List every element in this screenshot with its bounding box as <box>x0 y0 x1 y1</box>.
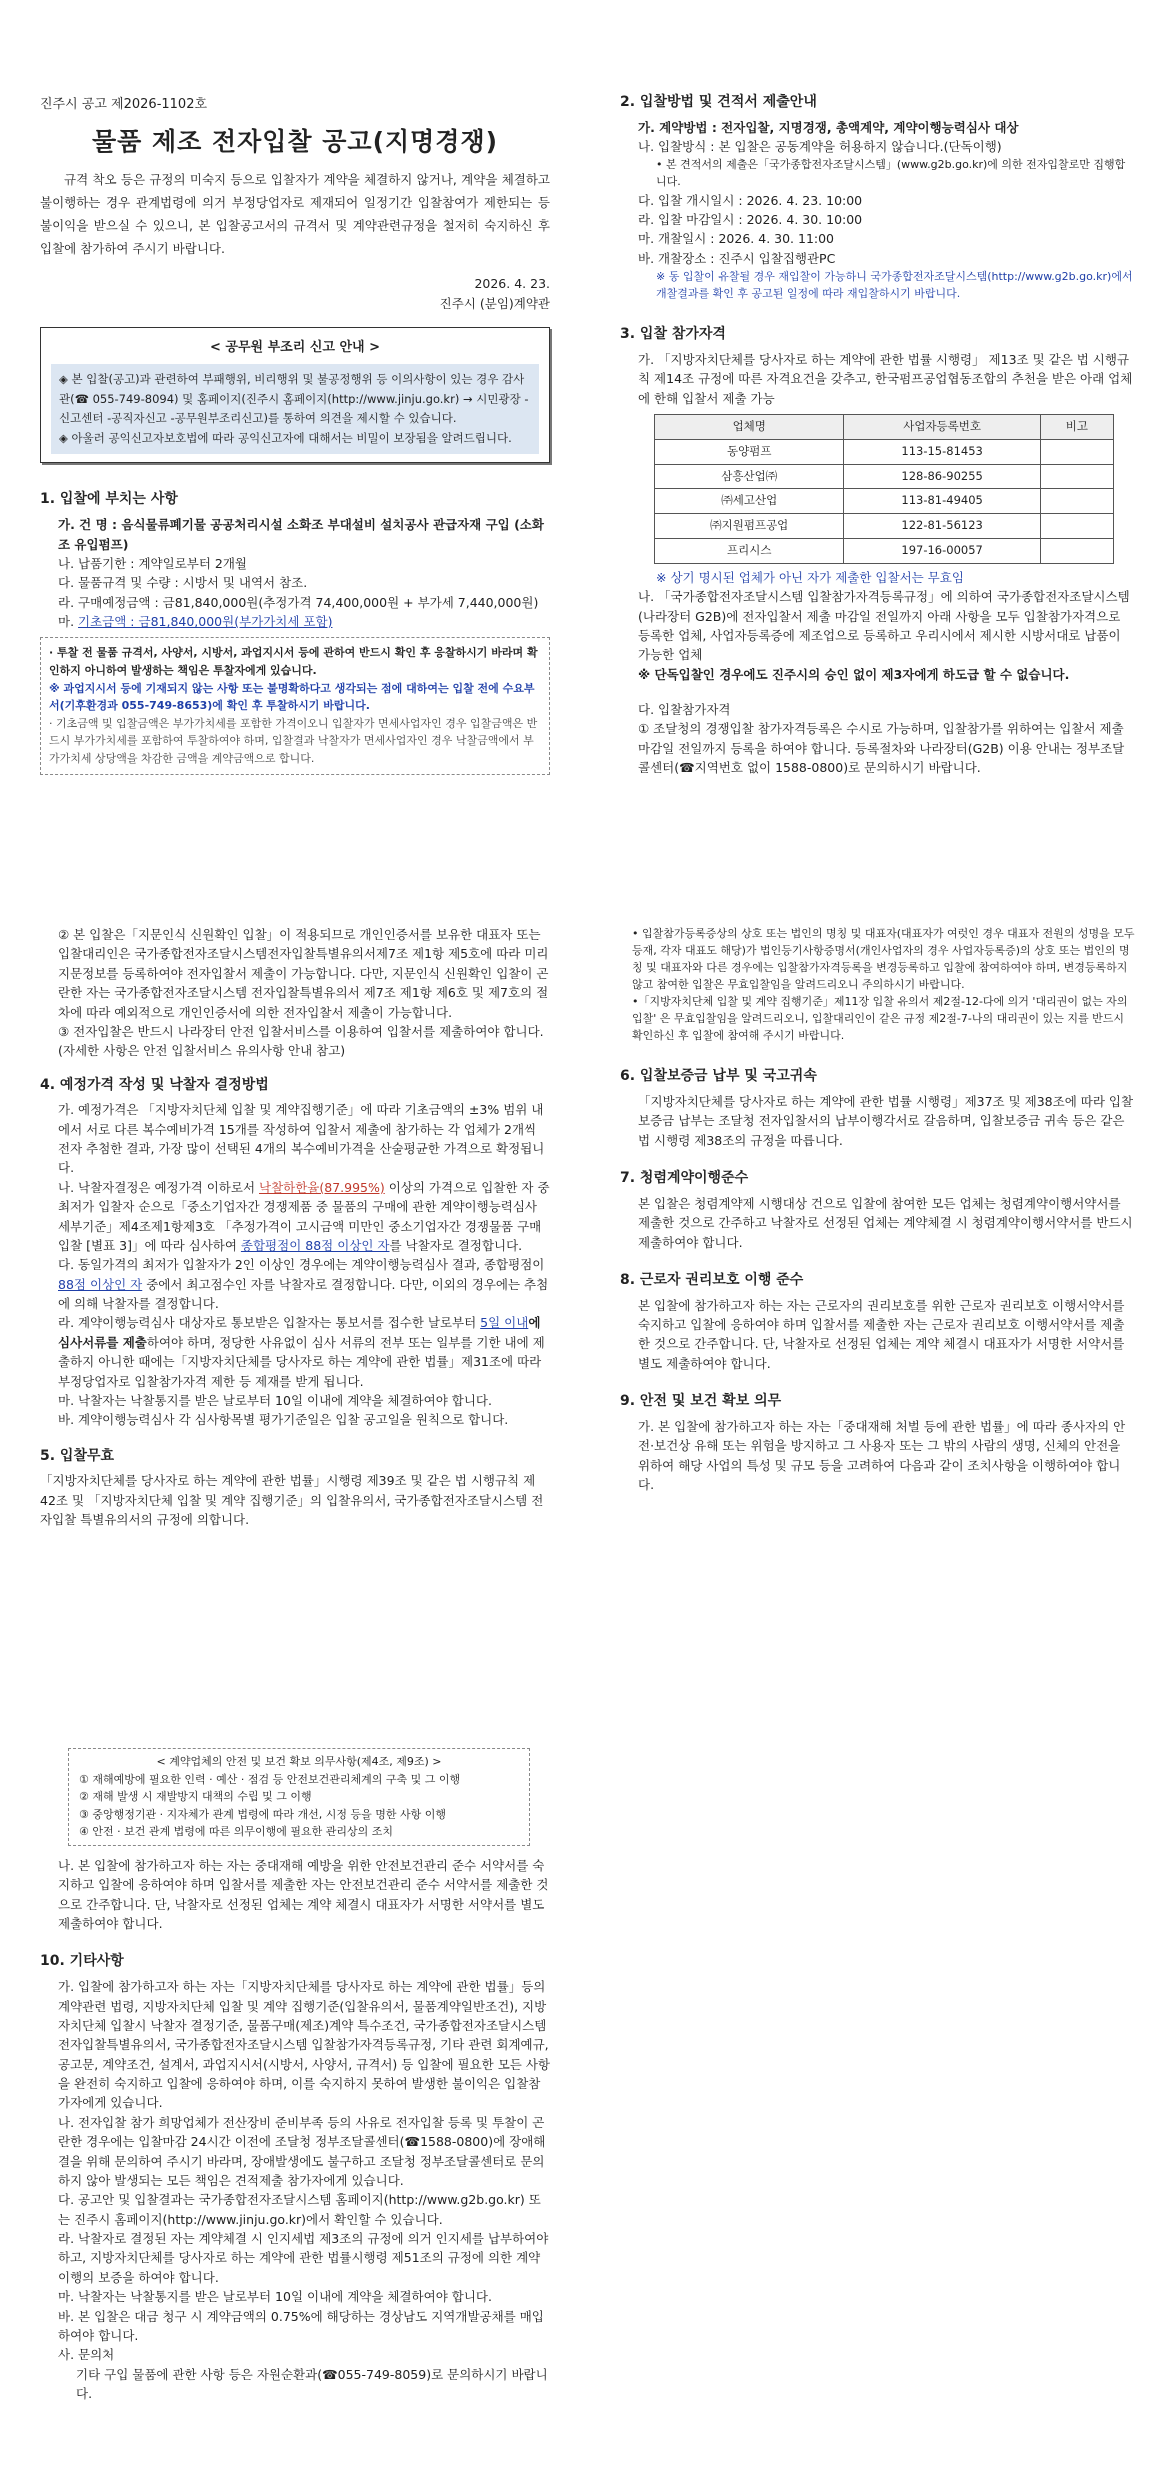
s10-item-g: 사. 문의처 <box>58 2347 115 2363</box>
report-guide-line: ◈ 아울러 공익신고자보호법에 따라 공익신고자에 대해서는 비밀이 보장됨을 알려드립니다. <box>59 430 512 445</box>
table-header-cell: 비고 <box>1040 414 1113 439</box>
table-row <box>655 539 1114 564</box>
s3-item-b: 나. 「국가종합전자조달시스템 입찰참가자격등록규정」에 의하여 국가종합전자조달시스템(나라장터 G2B)에 전자입찰서 제출 마감일 전일까지 아래 사항을 모두 입찰참가자격으로 등록한 업체, 사업자등록증에 제조업으로 등록하고 우리시에서 제시한 시방서대로 납품이 가능한 업체 <box>638 589 1130 663</box>
s4-item-e: 마. 낙찰자는 낙찰통지를 받은 날로부터 10일 이내에 계약을 체결하여야 합니다. <box>58 1392 492 1408</box>
company-name: ㈜세고산업 <box>655 489 844 514</box>
s8-body: 본 입찰에 참가하고자 하는 자는 근로자의 권리보호를 위한 근로자 권리보호 이행서약서를 숙지하고 입찰에 응하여야 하며 입찰서를 제출한 자는 근로자 권리보호 이행서약서를 제출한 것으로 간주합니다. 단, 낙찰자로 선정된 업체는 계약 체결시 대표자가 서명한 서약서를 별도 제출하여야 합니다. <box>638 1297 1125 1371</box>
section-6-heading: 6. 입찰보증금 납부 및 국고귀속 <box>620 1068 817 1085</box>
page3-left-column <box>40 1748 550 2403</box>
s4-text: 다. 동일가격의 최저가 입찰자가 2인 이상인 경우에는 계약이행능력심사 결과, 종합평점이 <box>58 1257 545 1273</box>
score-threshold: 88점 이상인 자 <box>58 1276 143 1292</box>
s4-item-b <box>40 1178 550 1256</box>
s4-item-a: 가. 예정가격은 「지방자치단체 입찰 및 계약집행기준」에 따라 기초금액의 ±3% 범위 내에서 서로 다른 복수예비가격 15개를 작성하여 입찰서 제출에 참가하는 각 업체가 2개씩 전자 추첨한 결과, 가장 많이 선택된 4개의 복수예비가격을 산술평균한 가격으로 확정됩니다. <box>58 1102 545 1176</box>
page2-left-column <box>40 925 550 1530</box>
s2-item-c: 다. 입찰 개시일시 : 2026. 4. 23. 10:00 <box>638 192 863 208</box>
table-header-cell: 업체명 <box>655 414 844 439</box>
business-number: 113-15-81453 <box>844 439 1040 464</box>
s10-item-d: 라. 낙찰자로 결정된 자는 계약체결 시 인지세법 제3조의 규정에 의거 인지세를 납부하여야 하고, 지방자치단체를 당사자로 하는 계약에 관한 법률시행령 제51조의 규정에 의한 계약이행의 보증을 하여야 합니다. <box>58 2231 549 2285</box>
table-row <box>655 514 1114 539</box>
s1-item-d: 라. 구매예정금액 : 금81,840,000원(추정가격 74,400,000원 + 부가세 7,440,000원) <box>58 594 539 610</box>
s4-text: 를 낙찰자로 결정합니다. <box>389 1237 523 1253</box>
s7-body: 본 입찰은 청렴계약제 시행대상 건으로 입찰에 참여한 모든 업체는 청렴계약이행서약서를 제출한 것으로 간주하고 낙찰자로 선정된 업체는 계약체결 시 청렴계약이행서약서를 반드시 제출하여야 합니다. <box>638 1195 1133 1250</box>
s2-item-a: 가. 계약방법 : 전자입찰, 지명경쟁, 총액계약, 계약이행능력심사 대상 <box>638 119 1019 135</box>
notice-number: 진주시 공고 제2026-1102호 <box>40 97 208 112</box>
s4-text: 나. 낙찰자결정은 예정가격 이하로서 <box>58 1179 259 1195</box>
s10-item-e: 마. 낙찰자는 낙찰통지를 받은 날로부터 10일 이내에 계약을 체결하여야 합니다. <box>58 2289 492 2305</box>
report-guide-line: ◈ 본 입찰(공고)과 관련하여 부패행위, 비리행위 및 불공정행위 등 이의사항이 있는 경우 감사관(☎ 055-749-8094) 및 홈페이지(진주시 홈페이지(http://www.jinju.go.kr) → 시민광장 -신고센터 -공직자신고 -공무원부조리신고)를 통하여 의견을 제시할 수 있습니다. <box>59 372 529 426</box>
section-7-heading: 7. 청렴계약이행준수 <box>620 1170 749 1187</box>
s1-notes-box <box>40 637 550 774</box>
s10-item-a: 가. 입찰에 참가하고자 하는 자는「지방자치단체를 당사자로 하는 계약에 관한 법률」등의 계약관련 법령, 지방자치단체 입찰 및 계약 집행기준(입찰유의서, 물품계약일반조건), 지방자치단체 입찰시 낙찰자 결정기준, 물품구매(제조)계약 특수조건, 국가종합전자조달시스템 전자입찰특별유의서, 국가종합전자조달시스템 입찰참가자격등록규정, 기타 관련 회계예규, 공고문, 계약조건, 설계서, 과업지시서(시방서, 사양서, 규격서) 등 입찰에 필요한 모든 사항을 완전히 숙지하고 입찰에 응하여야 하며, 이를 숙지하지 못하여 발생한 불이익은 입찰참가자에게 있습니다. <box>58 1979 550 2111</box>
s5-notes <box>620 925 1135 1044</box>
intro-paragraph: 규격 착오 등은 규정의 미숙지 등으로 입찰자가 계약을 체결하지 않거나, 계약을 체결하고 불이행하는 경우 관계법령에 의거 부정당업자로 제재되어 일정기간 입찰참여가 제한되는 등 불이익을 받으실 수 있으니, 본 입찰공고서의 규격서 및 계약관련규정을 철저히 숙지하신 후 입찰에 참가하여 주시기 바랍니다. <box>40 171 550 257</box>
business-number: 122-81-56123 <box>844 514 1040 539</box>
score-threshold: 종합평점이 88점 이상인 자 <box>240 1237 390 1253</box>
s4-text: 하여야 하며, 정당한 사유없이 심사 서류의 전부 또는 일부를 기한 내에 제출하지 아니한 때에는「지방자치단체를 당사자로 하는 계약에 관한 법률」제31조에 따라 부정당업자로 입찰참가자격 제한 등 제재를 받게 됩니다. <box>58 1334 545 1389</box>
s1-item-b: 나. 납품기한 : 계약일로부터 2개월 <box>58 555 248 571</box>
section-5-heading: 5. 입찰무효 <box>40 1447 115 1464</box>
section-1-heading: 1. 입찰에 부치는 사항 <box>40 491 178 508</box>
business-number: 197-16-00057 <box>844 539 1040 564</box>
s2-item-f-note: ※ 동 입찰이 유찰될 경우 재입찰이 가능하니 국가종합전자조달시스템(http://www.g2b.go.kr)에서 개찰결과를 확인 후 공고된 일정에 따라 재입찰하시기 바랍니다. <box>656 270 1133 301</box>
s3-table-note: ※ 상기 명시된 업체가 아닌 자가 제출한 입찰서는 무효임 <box>656 569 964 585</box>
s5-note: •「지방자치단체 입찰 및 계약 집행기준」제11장 입찰 유의서 제2절-12-다에 의거 '대리권이 없는 자의 입찰' 은 무효입찰임을 알려드리오니, 입찰대리인이 같은 규정 제2절-7-나의 대리권이 있는 지를 반드시 확인하신 후 입찰에 참여해 주시기 바랍니다. <box>632 995 1128 1043</box>
s1-note: · 기초금액 및 입찰금액은 부가가치세를 포함한 가격이오니 입찰자가 면세사업자인 경우 입찰금액은 반드시 부가가치세를 포함하여 투찰하여야 하며, 입찰결과 낙찰자가 면세사업자인 경우 낙찰금액에서 부가가치세 상당액을 차감한 금액을 계약금액으로 합니다. <box>49 716 538 765</box>
s4-text: 이상의 가격으로 입찰한 자 중 최저가 입찰자 순으로「중소기업자간 경쟁제품 중 물품의 구매에 관한 계약이행능력심사 세부기준」제4조제1항제3호 「추정가격이 고시금액 미만인 중소기업자간 경쟁물품 구매입찰 [별표 3]」에 따라 심사하여 <box>58 1179 550 1253</box>
report-guide-title: < 공무원 부조리 신고 안내 > <box>210 340 380 356</box>
safety-obligation-item: ③ 중앙행정기관 · 지자체가 관계 법령에 따라 개선, 시정 등을 명한 사항 이행 <box>79 1807 446 1821</box>
s2-item-d: 라. 입찰 마감일시 : 2026. 4. 30. 10:00 <box>638 211 863 227</box>
s2-item-e: 마. 개찰일시 : 2026. 4. 30. 11:00 <box>638 231 835 247</box>
remark <box>1040 439 1113 464</box>
lower-limit-rate: 낙찰하한율(87.995%) <box>259 1179 385 1195</box>
table-row <box>655 439 1114 464</box>
safety-obligations-box <box>68 1748 530 1846</box>
company-name: 프리시스 <box>655 539 844 564</box>
issuer: 진주시 (분임)계약관 <box>439 295 550 311</box>
s9-item-b: 나. 본 입찰에 참가하고자 하는 자는 중대재해 예방을 위한 안전보건관리 준수 서약서를 숙지하고 입찰에 응하여야 하며 입찰서를 제출한 자는 안전보건관리 준수 서약서를 제출한 것으로 간주합니다. 단, 낙찰자로 선정된 업체는 계약 체결시 대표자가 서명한 서약서를 별도 제출하여야 합니다. <box>58 1857 549 1932</box>
s1-item-e-label: 마. <box>58 614 79 630</box>
safety-obligation-item: ① 재해예방에 필요한 인력 · 예산 · 점검 등 안전보건관리체계의 구축 및 그 이행 <box>79 1772 461 1786</box>
company-name: 삼흥산업㈜ <box>655 464 844 489</box>
s3-item-c: 다. 입찰참가자격 <box>638 702 731 718</box>
s3-item-a: 가. 「지방자치단체를 당사자로 하는 계약에 관한 법률 시행령」 제13조 및 같은 법 시행규칙 제14조 규정에 따른 자격요건을 갖추고, 한국펌프공업협동조합의 추천을 받은 아래 업체에 한해 입찰서 제출 가능 <box>638 351 1133 406</box>
remark <box>1040 489 1113 514</box>
notice-date: 2026. 4. 23. <box>474 276 550 292</box>
company-name: ㈜지원펌프공업 <box>655 514 844 539</box>
section-10-heading: 10. 기타사항 <box>40 1953 124 1970</box>
s4-item-c <box>40 1255 550 1313</box>
business-number: 128-86-90255 <box>844 464 1040 489</box>
company-name: 동양펌프 <box>655 439 844 464</box>
s2-item-b: 나. 입찰방식 : 본 입찰은 공동계약을 허용하지 않습니다.(단독이행) <box>638 139 1002 155</box>
s9-item-a: 가. 본 입찰에 참가하고자 하는 자는「중대재해 처벌 등에 관한 법률」에 따라 종사자의 안전·보건상 유해 또는 위험을 방지하고 그 사용자 또는 그 밖의 사람의 생명, 신체의 안전을 위하여 해당 사업의 특성 및 규모 등을 고려하여 다음과 같이 조치사항을 이행하여야 합니다. <box>638 1418 1126 1492</box>
page1-right-column <box>620 92 1135 778</box>
safety-obligation-item: ② 재해 발생 시 재발방지 대책의 수립 및 그 이행 <box>79 1790 312 1804</box>
table-row <box>655 464 1114 489</box>
report-guide-content <box>51 364 539 454</box>
s3-item-b-note: ※ 단독입찰인 경우에도 진주시의 승인 없이 제3자에게 하도급 할 수 없습니다. <box>638 666 1070 682</box>
page1-left-column <box>40 95 550 775</box>
s4-text: 중에서 최고점수인 자를 낙찰자로 결정합니다. 다만, 이외의 경우에는 추첨에 의해 낙찰자를 결정합니다. <box>58 1276 549 1312</box>
s2-item-b-note: • 본 견적서의 제출은「국가종합전자조달시스템」(www.g2b.go.kr)에 의한 전자입찰로만 집행합니다. <box>656 158 1126 189</box>
s4-text: 라. 계약이행능력심사 대상자로 통보받은 입찰자는 통보서를 접수한 날로부터 <box>58 1315 481 1331</box>
safety-obligation-item: ④ 안전 · 보건 관계 법령에 따른 의무이행에 필요한 관리상의 조치 <box>79 1825 393 1839</box>
section-2-heading: 2. 입찰방법 및 견적서 제출안내 <box>620 94 817 110</box>
recommended-companies-table <box>654 414 1114 564</box>
submission-deadline: 5일 이내 <box>480 1315 529 1331</box>
s10-item-f: 바. 본 입찰은 대금 청구 시 계약금액의 0.75%에 해당하는 경상남도 지역개발공채를 매입하여야 합니다. <box>58 2308 544 2343</box>
s3-item-c1: ① 조달청의 경쟁입찰 참가자격등록은 수시로 가능하며, 입찰참가를 위하여는 입찰서 제출 마감일 전일까지 등록을 하여야 합니다. 등록절차와 나라장터(G2B) 이용 안내는 정부조달콜센터(☎지역번호 없이 1588-0800)로 문의하시기 바랍니다. <box>638 721 1125 776</box>
table-header-cell: 사업자등록번호 <box>844 414 1040 439</box>
s5-body: 「지방자치단체를 당사자로 하는 계약에 관한 법률」시행령 제39조 및 같은 법 시행규칙 제42조 및 「지방자치단체 입찰 및 계약 집행기준」의 입찰유의서, 국가종합전자조달시스템 전자입찰 특별유의서의 규정에 의합니다. <box>40 1473 544 1528</box>
section-9-heading: 9. 안전 및 보건 확보 의무 <box>620 1393 782 1410</box>
s4-text: 에 심사서류를 제출 <box>58 1315 541 1350</box>
s1-item-a: 가. 건 명 : 음식물류폐기물 공공처리시설 소화조 부대설비 설치공사 관급자재 구입 (소화조 유입펌프) <box>58 517 544 552</box>
s1-item-e <box>40 612 550 631</box>
section-8-heading: 8. 근로자 권리보호 이행 준수 <box>620 1271 804 1288</box>
s6-body: 「지방자치단체를 당사자로 하는 계약에 관한 법률 시행령」제37조 및 제38조에 따라 입찰보증금 납부는 조달청 전자입찰서의 납부이행각서로 갈음하며, 입찰보증금 귀속 등은 같은 법 시행령 제38조의 규정을 따릅니다. <box>638 1094 1134 1148</box>
s3-item-c2: ② 본 입찰은「지문인식 신원확인 입찰」이 적용되므로 개인인증서를 보유한 대표자 또는 입찰대리인은 국가종합전자조달시스템전자입찰특별유의서제7조 제1항 제5호에 따라 미리 지문정보를 등록하여야 전자입찰서 제출이 가능합니다. 다만, 지문인식 신원확인 입찰이 곤란한 자는 국가종합전자조달시스템 전자입찰특별유의서 제7조 제1항 제6호 및 제7호의 절차에 따라 예외적으로 개인인증서에 의한 전자입찰서 제출이 가능합니다. <box>58 927 549 1020</box>
page2-right-column <box>620 925 1135 1494</box>
table-header-row <box>655 414 1114 439</box>
remark <box>1040 514 1113 539</box>
section-3-heading: 3. 입찰 참가자격 <box>620 326 726 343</box>
s4-item-d <box>40 1313 550 1391</box>
remark <box>1040 539 1113 564</box>
s3-item-c3: ③ 전자입찰은 반드시 나라장터 안전 입찰서비스를 이용하여 입찰서를 제출하여야 합니다. (자세한 사항은 안전 입찰서비스 유의사항 안내 참고) <box>58 1023 544 1059</box>
safety-obligations-title: < 계약업체의 안전 및 보건 확보 의무사항(제4조, 제9조) > <box>156 1755 442 1768</box>
document-title: 물품 제조 전자입찰 공고(지명경쟁) <box>91 127 499 157</box>
s10-item-c: 다. 공고안 및 입찰결과는 국가종합전자조달시스템 홈페이지(http://www.g2b.go.kr) 또는 진주시 홈페이지(http://www.jinju.go.kr)에서 확인할 수 있습니다. <box>58 2192 541 2227</box>
s4-item-f: 바. 계약이행능력심사 각 심사항목별 평가기준일은 입찰 공고일을 원칙으로 합니다. <box>58 1412 509 1428</box>
s5-note: • 입찰참가등록증상의 상호 또는 법인의 명칭 및 대표자(대표자가 여럿인 경우 대표자 전원의 성명을 모두 등재, 각자 대표도 해당)가 법인등기사항증명서(개인사업자의 경우 사업자등록증)의 상호 또는 법인의 명칭 및 대표자와 다른 경우에는 입찰참가자격등록을 변경등록하고 입찰에 참여하여야 하며, 변경등록하지 않고 참여한 입찰은 무효입찰임을 알려드리오니 주의하시기 바랍니다. <box>632 927 1135 992</box>
s1-item-c: 다. 물품규격 및 수량 : 시방서 및 내역서 참조. <box>58 575 308 591</box>
s1-note: · 투찰 전 물품 규격서, 사양서, 시방서, 과업지시서 등에 관하여 반드시 확인 후 응찰하시기 바라며 확인하지 아니하여 발생하는 책임은 투찰자에게 있습니다. <box>49 646 538 677</box>
base-amount: 기초금액 : 금81,840,000원(부가가치세 포함) <box>78 614 333 630</box>
report-guide-box <box>40 327 550 463</box>
s1-note: ※ 과업지시서 등에 기재되지 않는 사항 또는 불명확하다고 생각되는 점에 대하여는 입찰 전에 수요부서(기후환경과 055-749-8653)에 확인 후 투찰하시기 바랍니다. <box>49 681 535 713</box>
s10-item-g-body: 기타 구입 물품에 관한 사항 등은 자원순환과(☎055-749-8059)로 문의하시기 바랍니다. <box>76 2366 548 2402</box>
s2-item-f: 바. 개찰장소 : 진주시 입찰집행관PC <box>638 250 836 266</box>
remark <box>1040 464 1113 489</box>
table-row <box>655 489 1114 514</box>
s10-item-b: 나. 전자입찰 참가 희망업체가 전산장비 준비부족 등의 사유로 전자입찰 등록 및 투찰이 곤란한 경우에는 입찰마감 24시간 이전에 조달청 정부조달콜센터(☎1588-0800)에 장애해결을 위해 문의하여 주시기 바라며, 장애발생에도 불구하고 조달청 정부조달콜센터로 문의하지 않아 발생되는 모든 책임은 견적제출 참가자에게 있습니다. <box>58 2114 546 2188</box>
section-4-heading: 4. 예정가격 작성 및 낙찰자 결정방법 <box>40 1076 269 1093</box>
business-number: 113-81-49405 <box>844 489 1040 514</box>
